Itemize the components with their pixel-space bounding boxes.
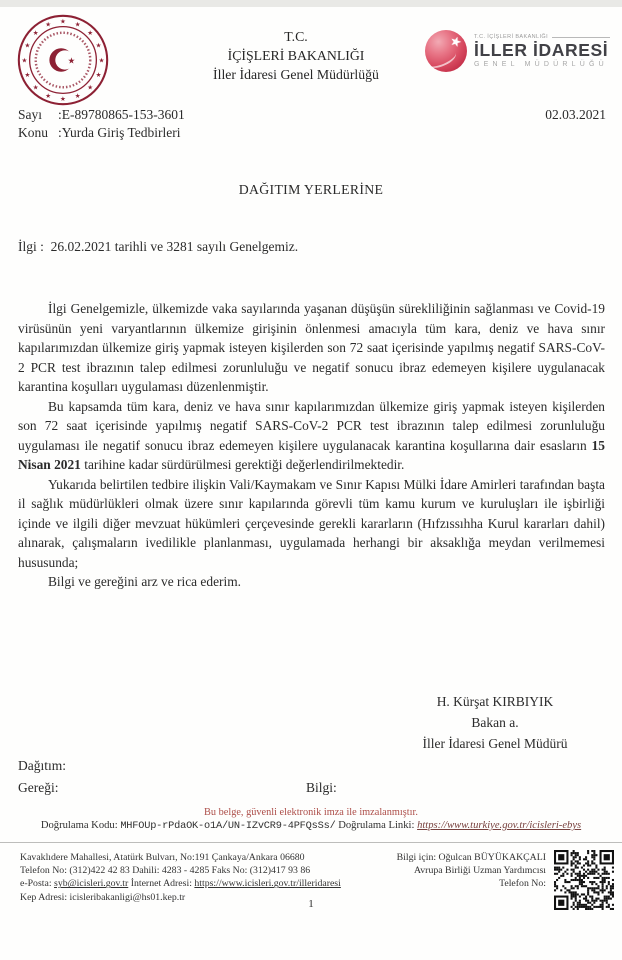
svg-text:★: ★ — [45, 92, 52, 100]
svg-text:★: ★ — [87, 30, 94, 38]
esign-verify-line — [0, 820, 622, 832]
crescent-star-icon — [49, 48, 75, 72]
recipient-line: DAĞITIM YERLERİNE — [238, 182, 384, 197]
ministry-seal — [16, 13, 110, 107]
footer-contact-phone: Telefon No: — [499, 878, 546, 890]
footer-address: Kavaklıdere Mahallesi, Atatürk Bulvarı, No:191 Çankaya/Ankara 06680 — [20, 852, 305, 863]
svg-text:★: ★ — [32, 84, 39, 92]
signatory-title-2: İller İdaresi Genel Müdürü — [422, 736, 568, 751]
footer-web-link[interactable]: https://www.icisleri.gov.tr/illeridaresi — [194, 878, 341, 890]
signature-block — [390, 691, 600, 754]
footer-phone: Telefon No: (312)422 42 83 Dahili: 4283 - 4285 Faks No: (312)417 93 86 — [20, 865, 311, 877]
sayi-value: :E-89780865-153-3601 — [58, 107, 185, 122]
bilgi-label: Bilgi: — [306, 780, 337, 795]
footer-contact-title: Avrupa Birliği Uzman Yardımcısı — [413, 865, 546, 877]
closing-line: Bilgi ve gereğini arz ve rica ederim. — [48, 574, 241, 589]
konu-value: :Yurda Giriş Tedbirleri — [58, 125, 181, 140]
letterhead-ministry: İÇİŞLERİ BAKANLIĞI — [227, 48, 365, 63]
paragraph-1: İlgi Genelgemizle, ülkemizde vaka sayılarında yaşanan düşüşün sürekliliğinin sağlanması ve Covid-19 virüsünün yeni varyantlarının ülkemize girişinin önlenmesi amacıyla tüm kara, deniz ve hava sınır kapılarımızdan ülkemize giriş yapmak isteyen kişilerden son 72 saat içerisinde yapılmış negatif SARS-CoV-2 PCR test ibrazının talep edilmesi zorunluluğu ve negatif sonucu ibraz edemeyen kişilere uygulanacak karantina koşulları uygulaması düzenlenmiştir. — [18, 301, 605, 394]
svg-text:★: ★ — [60, 18, 66, 26]
verify-code: MHFOUp-rPdaOK-o1A/UN-IZvCR9-4PFQsSs/ — [120, 820, 336, 832]
paragraph-2: Bu kapsamda tüm kara, deniz ve hava sınır kapılarımızdan ülkemize giriş yapmak isteyen kişilerden son 72 saat içerisinde yapılmış negatif SARS-CoV-2 PCR test ibrazının talep edilmesi zorunluluğu uygulaması ile negatif sonucu ibraz edemeyen kişilere uygulanacak karantina koşullarına dair esasların 15 Nisan 2021 tarihine kadar sürdürülmesi gerektiği değerlendirilmektedir. — [18, 398, 605, 472]
footer-kep: Kep Adresi: icisleribakanligi@hs01.kep.tr — [20, 891, 186, 903]
svg-text:★: ★ — [21, 57, 28, 65]
red-sphere-star-icon: ★ — [425, 30, 467, 72]
geregi-label: Gereği: — [18, 780, 59, 795]
sayi-label: Sayı — [18, 107, 43, 122]
verify-code-label: Doğrulama Kodu: — [40, 820, 121, 831]
verify-link-label: Doğrulama Linki: — [335, 820, 418, 831]
footer-divider — [0, 842, 622, 843]
svg-text:★: ★ — [87, 84, 94, 92]
footer-links-line: e-Posta: syb@icisleri.gov.tr İnternet Adresi: https://www.icisleri.gov.tr/illeridaresi — [20, 878, 341, 890]
svg-text:★: ★ — [67, 55, 76, 66]
svg-text:★: ★ — [74, 21, 81, 29]
svg-text:★: ★ — [45, 21, 52, 29]
letterhead — [120, 27, 472, 84]
footer-contact-name: Bilgi için: Oğulcan BÜYÜKAKÇALI — [396, 852, 546, 863]
letterhead-tc: T.C. — [284, 29, 308, 44]
footer-contact-right — [316, 851, 546, 891]
document-date: 02.03.2021 — [545, 107, 606, 122]
svg-text:★: ★ — [98, 57, 105, 65]
brand-small-text: T.C. İÇİŞLERİ BAKANLIĞI — [474, 34, 548, 40]
photo-edge — [0, 0, 622, 7]
bold-date: 15 Nisan 2021 — [18, 437, 605, 472]
svg-text:★: ★ — [24, 42, 31, 50]
signatory-title-1: Bakan a. — [471, 715, 519, 730]
svg-text:★: ★ — [32, 30, 39, 38]
esign-note: Bu belge, güvenli elektronik imza ile imzalanmıştır. — [204, 807, 418, 818]
ministry-seal-icon — [16, 13, 110, 107]
svg-text:★: ★ — [60, 95, 66, 103]
page-number: 1 — [308, 898, 314, 910]
svg-text:★: ★ — [74, 92, 81, 100]
konu-label: Konu — [18, 125, 48, 140]
document-meta — [18, 106, 606, 142]
letterhead-directorate: İller İdaresi Genel Müdürlüğü — [213, 67, 379, 82]
svg-text:★: ★ — [24, 72, 31, 80]
dagitim-label: Dağıtım: — [18, 758, 66, 773]
signatory-name: H. Kürşat KIRBIYIK — [436, 694, 554, 709]
letter-body — [18, 299, 605, 592]
svg-text:★: ★ — [95, 42, 102, 50]
esign-section — [0, 807, 622, 832]
verify-link[interactable]: https://www.turkiye.gov.tr/icisleri-ebys — [417, 820, 582, 831]
brand-rule — [552, 37, 610, 38]
sayi-row — [18, 106, 606, 124]
footer-email-link[interactable]: syb@icisleri.gov.tr — [54, 878, 129, 890]
ilgi-line: İlgi : 26.02.2021 tarihli ve 3281 sayılı Genelgemiz. — [18, 239, 299, 254]
svg-text:★: ★ — [95, 72, 102, 80]
brand-subtitle: GENEL MÜDÜRLÜĞÜ — [474, 61, 608, 68]
brand-title: İLLER İDARESİ — [474, 40, 609, 60]
konu-row — [18, 124, 606, 142]
iller-idaresi-logo — [425, 30, 610, 72]
paragraph-3: Yukarıda belirtilen tedbire ilişkin Vali/Kaymakam ve Sınır Kapısı Mülki İdare Amirleri tarafından başta il sağlık müdürlükleri olmak üzere sınır kapılarında görevli tüm kamu kurum ve kuruluşları ile işbirliği içinde ve ilgili diğer mevzuat hükümleri çerçevesinde gerekli kararların (Hıfzıssıhha Kurul kararları dahil) alınarak, çalışmaların ivedilikle planlanması, uygulamada herhangi bir aksaklığa meydan verilmemesi hususunda; — [18, 476, 605, 570]
distribution-block — [18, 755, 605, 799]
